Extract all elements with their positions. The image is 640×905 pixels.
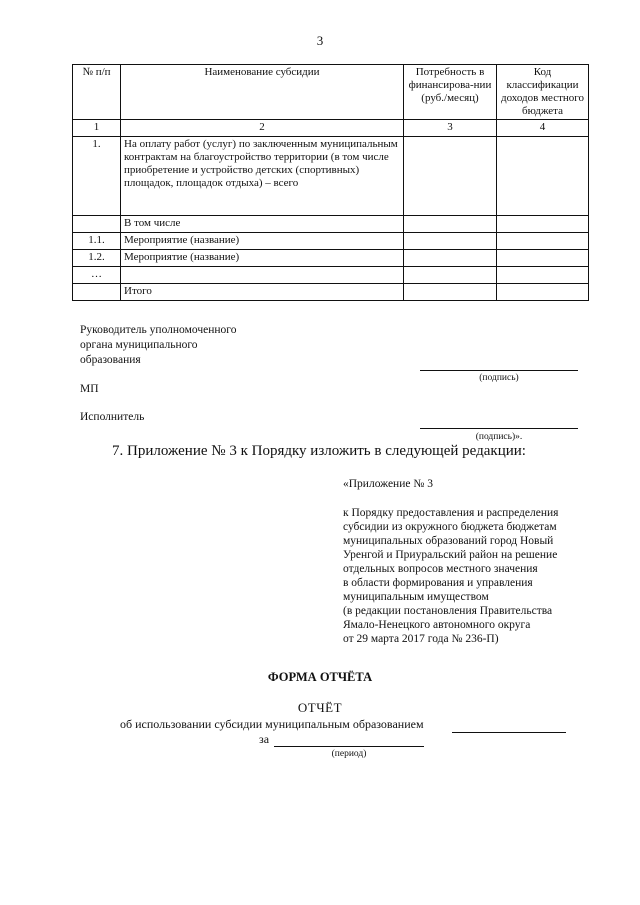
signature-caption: (подпись) bbox=[479, 373, 519, 383]
appendix-line: Ямало-Ненецкого автономного округа bbox=[343, 619, 531, 631]
head-title-line: образования bbox=[80, 354, 141, 366]
row-need bbox=[404, 267, 497, 284]
table-row bbox=[73, 216, 589, 233]
usage-line: об использовании субсидии муниципальным образованием bbox=[120, 717, 424, 731]
period-prefix: за bbox=[259, 732, 270, 746]
appendix-line: к Порядку предоставления и распределения bbox=[343, 507, 559, 519]
table-row bbox=[73, 250, 589, 267]
signature-line bbox=[420, 428, 578, 429]
appendix-line: Уренгой и Приуральский район на решение bbox=[343, 549, 558, 561]
signature-caption: (подпись)». bbox=[475, 432, 523, 442]
header-name: Наименование субсидии bbox=[121, 65, 404, 120]
form-title: ФОРМА ОТЧЁТА bbox=[267, 670, 373, 684]
appendix-line: (в редакции постановления Правительства bbox=[343, 605, 553, 617]
row-name: На оплату работ (услуг) по заключенным муниципальным контрактам на благоустройство территории (в том числе приобретение и устройство детских (спортивных) площадок, площадок отдыха) – всего bbox=[121, 137, 404, 216]
head-title-line: Руководитель уполномоченного bbox=[80, 324, 237, 336]
row-need bbox=[404, 284, 497, 301]
row-number: … bbox=[73, 267, 121, 284]
row-need bbox=[404, 250, 497, 267]
appendix-line: в области формирования и управления bbox=[343, 577, 533, 589]
row-name: В том числе bbox=[121, 216, 404, 233]
head-title-line: органа муниципального bbox=[80, 339, 198, 351]
period-caption: (период) bbox=[331, 749, 367, 759]
column-number: 3 bbox=[404, 120, 497, 137]
row-number: 1. bbox=[73, 137, 121, 216]
row-code bbox=[497, 216, 589, 233]
row-number bbox=[73, 284, 121, 301]
appendix-line: муниципальным имуществом bbox=[343, 591, 489, 603]
row-number: 1.2. bbox=[73, 250, 121, 267]
header-num: № п/п bbox=[73, 65, 121, 120]
column-number: 2 bbox=[121, 120, 404, 137]
appendix-line: от 29 марта 2017 года № 236-П) bbox=[343, 633, 499, 645]
row-name: Итого bbox=[121, 284, 404, 301]
row-need bbox=[404, 233, 497, 250]
row-need bbox=[404, 216, 497, 233]
appendix-title: «Приложение № 3 bbox=[343, 478, 433, 490]
signature-line bbox=[420, 370, 578, 371]
table-row bbox=[73, 137, 589, 216]
table-row bbox=[73, 267, 589, 284]
row-code bbox=[497, 284, 589, 301]
row-name: Мероприятие (название) bbox=[121, 250, 404, 267]
page-number: 3 bbox=[316, 33, 324, 48]
header-need: Потребность в финансирова-нии (руб./месяц) bbox=[404, 65, 497, 120]
row-number bbox=[73, 216, 121, 233]
column-number: 1 bbox=[73, 120, 121, 137]
appendix-line: отдельных вопросов местного значения bbox=[343, 563, 538, 575]
row-code bbox=[497, 250, 589, 267]
row-code bbox=[497, 233, 589, 250]
section-heading: 7. Приложение № 3 к Порядку изложить в следующей редакции: bbox=[112, 443, 526, 459]
header-code: Код классификации доходов местного бюджета bbox=[497, 65, 589, 120]
table-row bbox=[73, 284, 589, 301]
row-code bbox=[497, 137, 589, 216]
row-name bbox=[121, 267, 404, 284]
appendix-line: муниципальных образований город Новый bbox=[343, 535, 554, 547]
row-number: 1.1. bbox=[73, 233, 121, 250]
row-code bbox=[497, 267, 589, 284]
table-row bbox=[73, 233, 589, 250]
row-need bbox=[404, 137, 497, 216]
table-header-row bbox=[73, 65, 589, 120]
appendix-line: субсидии из окружного бюджета бюджетам bbox=[343, 521, 557, 533]
executor-label: Исполнитель bbox=[80, 411, 145, 423]
subsidy-table bbox=[72, 64, 589, 301]
report-title: ОТЧЁТ bbox=[297, 700, 343, 715]
stamp-label: МП bbox=[80, 383, 99, 395]
column-number-row bbox=[73, 120, 589, 137]
municipality-blank bbox=[452, 732, 566, 733]
row-name: Мероприятие (название) bbox=[121, 233, 404, 250]
column-number: 4 bbox=[497, 120, 589, 137]
period-blank bbox=[274, 746, 424, 747]
